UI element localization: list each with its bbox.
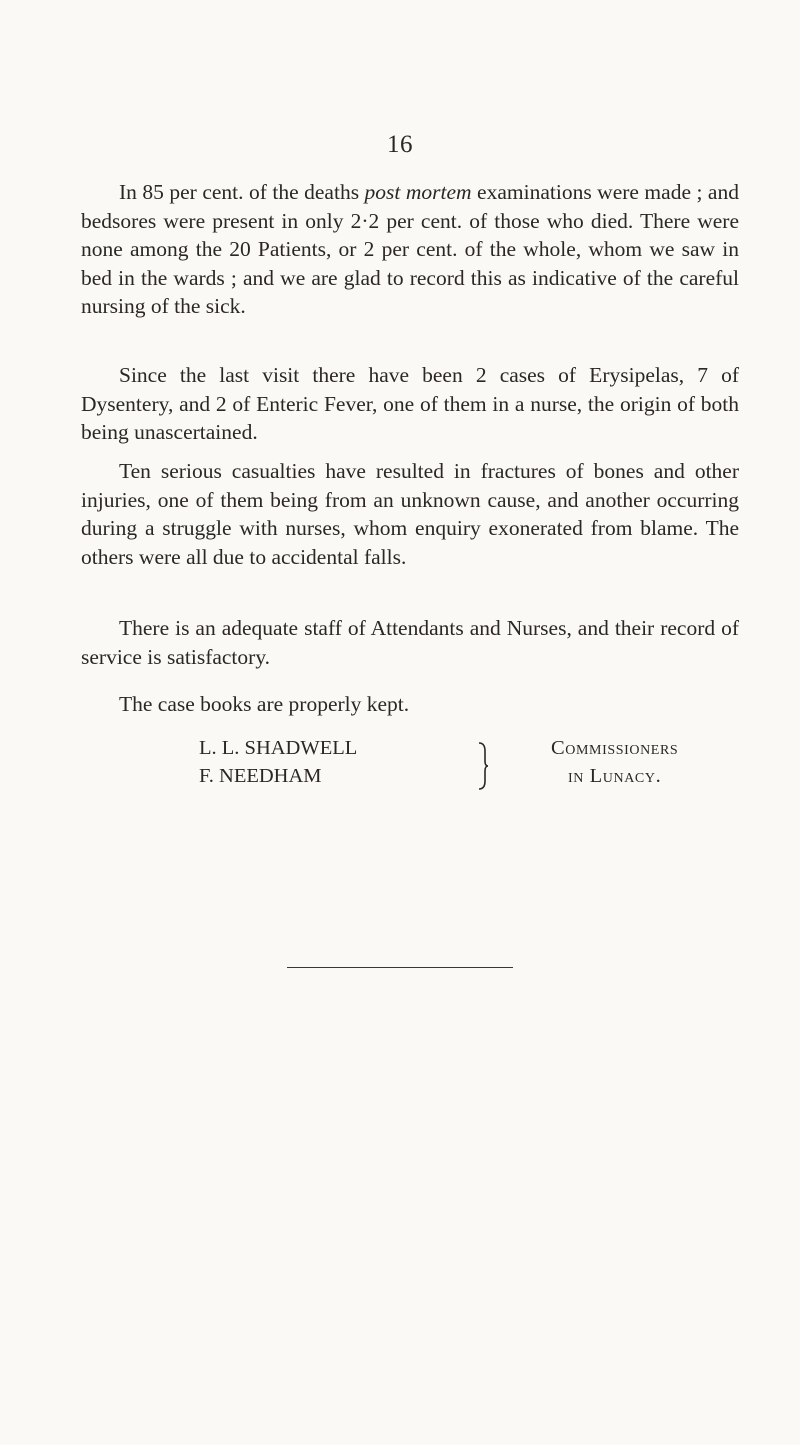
- italic-phrase: post mortem: [364, 180, 472, 204]
- paragraph-text: In 85 per cent. of the deaths: [119, 180, 365, 204]
- paragraph-case-books: The case books are properly kept.: [119, 692, 410, 716]
- paragraph-post-mortem: [81, 178, 739, 321]
- commissioners-title-line: Commissioners: [551, 737, 679, 759]
- brace-icon: [477, 741, 489, 791]
- paragraph-text: examinations were made ; and bedsores were present in only 2·2 per cent. of those who died. There were none among the 20 Patients, or 2 per cent. of the whole, whom we saw in bed in the wards ; and we are glad to record this as indicative of the careful nursing of the sick.: [81, 180, 739, 318]
- paragraph-staff: There is an adequate staff of Attendants and Nurses, and their record of service is satisfactory.: [81, 616, 739, 669]
- signatory-names: [199, 734, 357, 790]
- end-rule-divider: [287, 967, 513, 968]
- commissioners-title-line: in Lunacy.: [567, 765, 662, 787]
- commissioners-title: [551, 734, 678, 790]
- paragraph-casualties: Ten serious casualties have resulted in fractures of bones and other injuries, one of them being from an unknown cause, and another occurring during a struggle with nurses, whom enquiry exonerated from blame. The others were all due to accidental falls.: [81, 459, 739, 569]
- paragraph-diseases: Since the last visit there have been 2 cases of Erysipelas, 7 of Dysentery, and 2 of Enteric Fever, one of them in a nurse, the origin of both being unascertained.: [81, 363, 739, 444]
- signatory-name: L. L. SHADWELL: [199, 737, 358, 759]
- signatory-name: F. NEEDHAM: [199, 765, 322, 787]
- page-number: 16: [387, 131, 413, 158]
